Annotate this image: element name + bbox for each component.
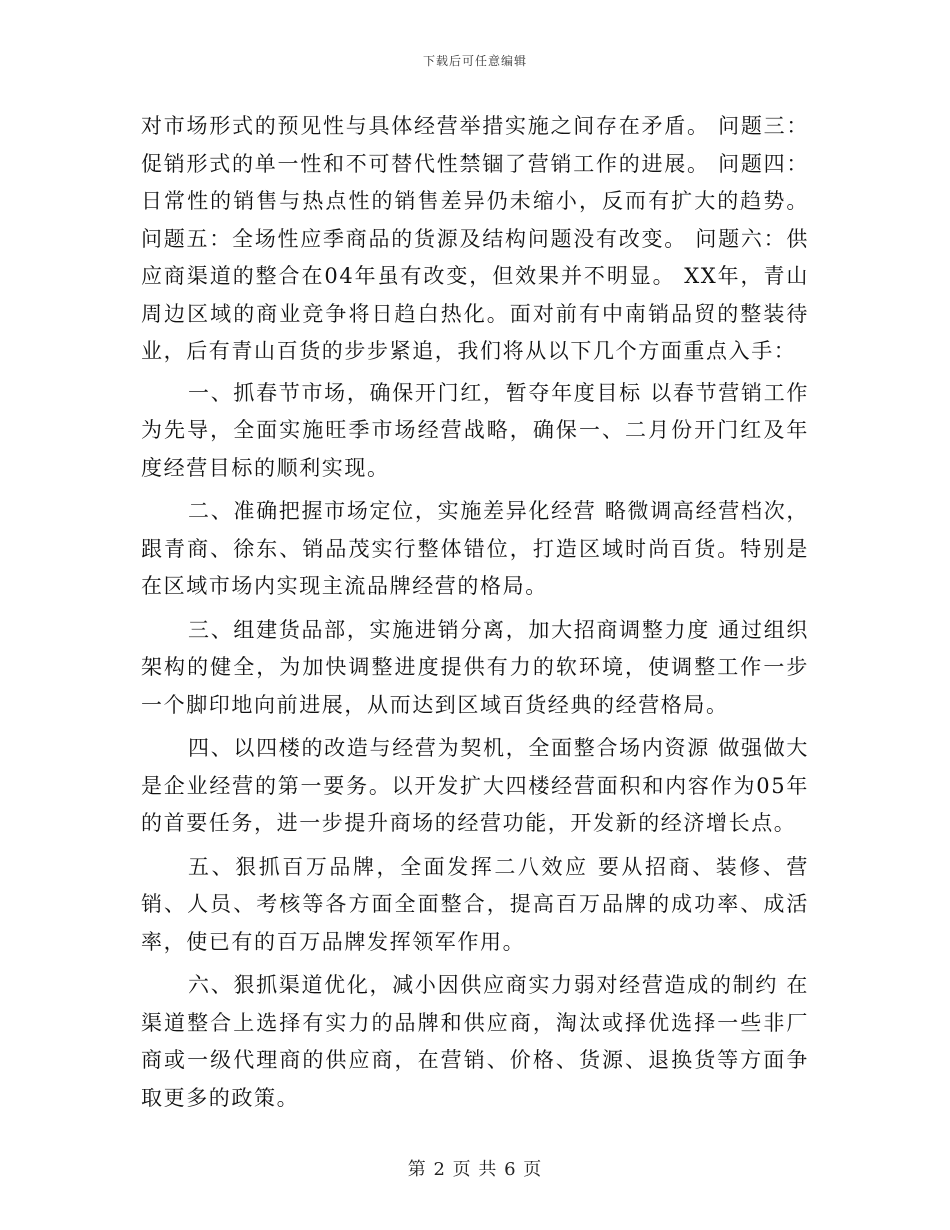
page-number: 第 2 页 共 6 页 bbox=[407, 1159, 543, 1180]
paragraph-item-2: 二、准确把握市场定位，实施差异化经营 略微调高经营档次，跟青商、徐东、销品茂实行整体错位，打造区域时尚百货。特别是在区域市场内实现主流品牌经营的格局。 bbox=[141, 499, 809, 598]
paragraph-item-5: 五、狠抓百万品牌，全面发挥二八效应 要从招商、装修、营销、人员、考核等各方面全面整合，提高百万品牌的成功率、成活率，使已有的百万品牌发挥领军作用。 bbox=[141, 854, 809, 954]
paragraph-item-6: 六、狠抓渠道优化，减小因供应商实力弱对经营造成的制约 在渠道整合上选择有实力的品牌和供应商，淘汰或择优选择一些非厂商或一级代理商的供应商，在营销、价格、货源、退换货等方面争取更多的政策。 bbox=[141, 973, 809, 1110]
paragraph-item-3: 三、组建货品部，实施进销分离，加大招商调整力度 通过组织架构的健全，为加快调整进度提供有力的软环境，使调整工作一步一个脚印地向前进展，从而达到区域百货经典的经营格局。 bbox=[141, 617, 809, 717]
paragraph-item-4: 四、以四楼的改造与经营为契机，全面整合场内资源 做强做大是企业经营的第一要务。以开发扩大四楼经营面积和内容作为05年的首要任务，进一步提升商场的经营功能，开发新的经济增长点。 bbox=[141, 736, 809, 835]
page-header: 下载后可任意编辑 bbox=[422, 54, 527, 68]
paragraph-item-1: 一、抓春节市场，确保开门红，暂夺年度目标 以春节营销工作为先导，全面实施旺季市场经营战略，确保一、二月份开门红及年度经营目标的顺利实现。 bbox=[141, 380, 809, 480]
document-body bbox=[141, 108, 809, 1117]
paragraph-intro: 对市场形式的预见性与具体经营举措实施之间存在矛盾。 问题三：促销形式的单一性和不可替代性禁锢了营销工作的进展。 问题四：日常性的销售与热点性的销售差异仍未缩小，反而有扩大的趋势。 问题五：全场性应季商品的货源及结构问题没有改变。 问题六：供应商渠道的整合在04年虽有改变，但效果并不明显。 XX年，青山周边区域的商业竞争将日趋白热化。面对前有中南销品贸的整装待业，后有青山百货的步步紧追，我们将从以下几个方面重点入手： bbox=[141, 114, 809, 363]
